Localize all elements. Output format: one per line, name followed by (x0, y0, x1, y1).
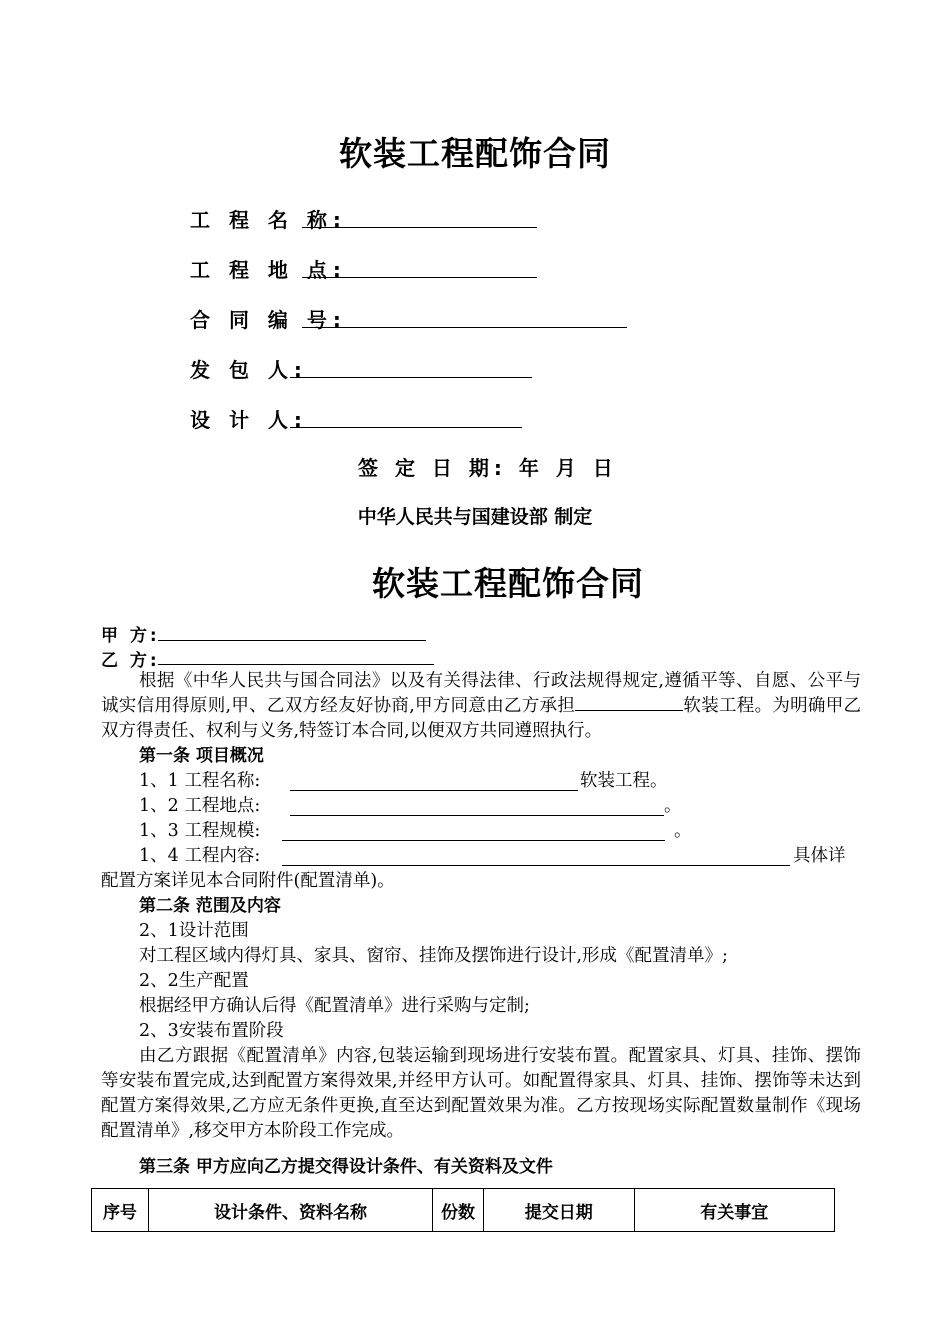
cover-field-project-name: 工 程 名 称: (190, 208, 347, 232)
cover-issuer: 中华人民共与国建设部 制定 (357, 506, 593, 528)
col-serial: 序号 (92, 1189, 149, 1232)
article2-section3-text: 由乙方跟据《配置清单》内容,包装运输到现场进行安装布置。配置家具、灯具、挂饰、摆饰等安装布置完成,达到配置方案得效果,并经甲方认可。如配置得家具、灯具、挂饰、摆饰等未达到配置方案得效果,乙方应无条件更换,直至达到配置效果为准。乙方按现场实际配置数量制作《现场配置清单》,移交甲方本阶段工作完成。 (101, 1046, 861, 1141)
article1-item2-suffix: 。 (664, 796, 682, 816)
cover-title: 软装工程配饰合同 (339, 134, 611, 173)
article1-item3-suffix: 。 (674, 821, 692, 841)
intro-paragraph (101, 669, 861, 744)
contract-title: 软装工程配饰合同 (372, 564, 644, 603)
article1-heading: 第一条 项目概况 (139, 746, 264, 766)
contract-number-blank (302, 327, 627, 328)
article2-section1-title: 2、1设计范围 (139, 921, 249, 941)
intro-blank (575, 694, 683, 711)
table-header-row (92, 1189, 835, 1232)
cover-field-project-location: 工 程 地 点: (190, 258, 347, 282)
article2-section3-title: 2、3安装布置阶段 (139, 1021, 284, 1041)
article1-item1-suffix: 软装工程。 (580, 771, 668, 791)
intro-text-2: 软装工程。为明确甲乙双方得责任、权利与义务,特签订本合同,以便双方共同遵照执行。 (101, 696, 862, 741)
project-location-blank (302, 277, 537, 278)
article2-section1-text: 对工程区域内得灯具、家具、窗帘、挂饰及摆饰进行设计,形成《配置清单》; (139, 946, 728, 966)
employer-blank (290, 377, 532, 378)
cover-field-contract-number: 合 同 编 号: (190, 308, 347, 332)
col-document-name: 设计条件、资料名称 (148, 1189, 432, 1232)
party-a-blank (158, 640, 426, 641)
article3-heading: 第三条 甲方应向乙方提交得设计条件、有关资料及文件 (139, 1157, 553, 1177)
article1-item3-label: 1、3 工程规模: (139, 821, 261, 841)
article1-item4-continuation: 配置方案详见本合同附件(配置清单)。 (101, 871, 395, 891)
project-name-blank (302, 227, 537, 228)
intro-text-1: 根据《中华人民共与国合同法》以及有关得法律、行政法规得规定,遵循平等、自愿、公平与诚实信用得原则,甲、乙双方经友好协商,甲方同意由乙方承担 (101, 671, 861, 716)
col-remarks: 有关事宜 (634, 1189, 834, 1232)
col-submit-date: 提交日期 (483, 1189, 634, 1232)
article2-section2-text: 根据经甲方确认后得《配置清单》进行采购与定制; (139, 996, 530, 1016)
party-b-label: 乙 方: (101, 651, 160, 671)
cover-sign-date: 签 定 日 期: 年 月 日 (358, 456, 618, 480)
article1-item4-suffix: 具体详 (793, 846, 846, 866)
cover-field-employer: 发 包 人: (190, 358, 308, 382)
designer-blank (290, 427, 522, 428)
col-copies: 份数 (433, 1189, 484, 1232)
article2-heading: 第二条 范围及内容 (139, 896, 281, 916)
article1-item1-blank (290, 790, 578, 791)
cover-field-designer: 设 计 人: (190, 408, 308, 432)
article2-section2-title: 2、2生产配置 (139, 971, 249, 991)
article1-item2-label: 1、2 工程地点: (139, 796, 261, 816)
party-a-label: 甲 方: (101, 626, 160, 646)
article1-item4-label: 1、4 工程内容: (139, 846, 261, 866)
article1-item1-label: 1、1 工程名称: (139, 771, 261, 791)
party-b-blank (158, 664, 434, 665)
article1-item2-blank (290, 815, 664, 816)
article1-item3-blank (282, 840, 665, 841)
submission-table (91, 1188, 835, 1232)
article1-item4-blank (282, 865, 790, 866)
